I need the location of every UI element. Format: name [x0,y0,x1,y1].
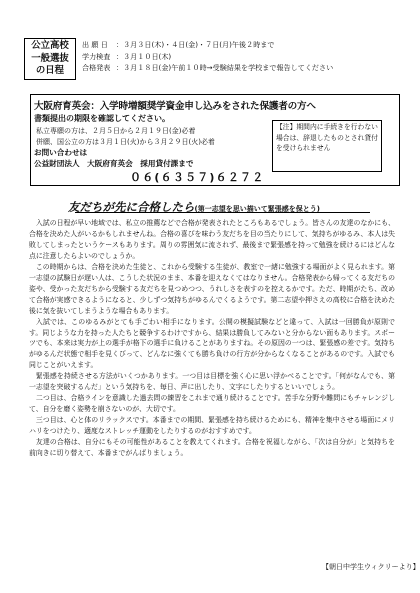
article-paragraph: 三つ目は、心と体のリラックスです。本番までの期間、緊張感を持ち続けるためにも、精神を集中させる場面にメリハリをつけたり、適度なストレッチ運動をしたりするのがおすすめです。 [29,416,395,436]
schedule-list [82,39,333,74]
article-source: 【朝日中学生ウィクリーより】 [322,563,420,571]
deadline-line: 私立専願の方は、２月５日から２月１９日(金)必着 [36,127,196,135]
article-paragraph: 緊張感を持続させる方法がいくつかあります。一つ目は目標を強く心に思い浮かべることです。「何がなんでも、第一志望を突破するんだ」という気持ちを、毎日、声に出したり、文字にしたりするといいでしょう。 [29,372,395,392]
schedule-label-box [24,38,76,80]
schedule-label-line: 公立高校 [31,40,69,51]
schedule-key: 合格発表 [82,63,111,73]
schedule-key: 出 願 日 [82,40,108,49]
schedule-row [82,51,333,63]
article-paragraph: 二つ目は、合格ラインを意識した過去問の練習をこれまで通り続けることです。苦手な分野や難問にもチャレンジして、自分を磨く姿勢を崩さないのが、大切です。 [29,394,395,414]
article-body [29,218,395,459]
article-paragraph: この時期からは、合格を決めた生徒と、これから受験する生徒が、教室で一緒に勉強する場面がよく見られます。第一志望の試験日が遅い人は、こうした状況のまま、本番を迎えなくてはなりません。合格発表から帰ってくる友だちの姿や、受かった友だちから受験する友だちを見つめつつ、うれしさを表すのを控えるかです。ただ、時期がたち、改めて合格が実感できるようになると、少しずつ気持ちがゆるんでくるようです。第二志望や押さえの高校に合格を決めた後に気を抜いてしまうような場合もあります。 [29,262,395,315]
schedule-key: 学力検査 [82,51,111,61]
schedule-label-line: の日程 [35,65,65,76]
article-paragraph: 入試の日程が早い地域では、私立の推薦などで合格が発表されたところもあるでしょう。皆さんの友達のなかにも、合格を決めた人がいるかもしれませんね。合格の喜びを味わう友だちを目の当たりにして、気持ちがゆるみ、本人は失敗してしまったというケースもあります。周りの雰囲気に流されず、最後まで緊張感を持って勉強を続けるにはどんな点に注意したらよいのでしょうか。 [29,219,395,260]
schedule-label-line: 一般選抜 [31,52,69,64]
notice-title: 大阪府育英会：入学時増額奨学資金申し込みをされた保護者の方へ [34,101,316,112]
article-title-sub: (第一志望を思い描いて緊張感を保とう) [194,205,320,213]
schedule-value: ：３月１０日(木) [116,51,172,61]
schedule-value: ：３月１８日(金)午前１０時→受験結果を学校まで報告してください [116,63,334,73]
contact-phone: ０６(６３５７)６２７２ [130,171,265,184]
deadline-line: 併願、国公立の方は３月１日(火)から３月２９日(火)必着 [36,138,215,146]
notice-subtitle: 書類提出の期限を確認してください。 [34,114,170,123]
title-underline [75,212,370,213]
side-note: 【注】期間内に手続きを行わない場合は、辞退したものとされ貸付を受けられません [272,120,382,172]
schedule-value: ：３月３日(木)・４日(金)・７日(月)午後２時まで [116,40,275,49]
article-paragraph: 友達の合格は、自分にもその可能性があることを教えてくれます。合格を祝福しながら、「次は自分が」と気持ちを前向きに切り替えて、本番までがんばりましょう。 [29,438,395,458]
contact-heading: お問い合わせは [34,148,88,157]
schedule-row [82,62,333,74]
article-title-main: 友だちが先に合格したら [68,200,195,214]
schedule-row [82,39,333,51]
article-paragraph: 入試では、このゆるみがとても手ごわい相手になります。公開の模擬試験などと違って、入試は一回勝負が原則です。同じような力を持った人たちと競争するわけですから、結果は勝負してみないと分からない面もあります。スポーツでも、本来は実力が上の選手が格下の選手に負けることがありますね。その原因の一つは、緊張感の差です。気持ちがゆるんだ状態で相手を見くびって、どんなに強くても勝ち負けの行方が分からなくなることがあるのです。入試でも同じことがいえます。 [29,317,395,370]
contact-org: 公益財団法人 大阪府育英会 採用貸付課まで [34,159,194,168]
